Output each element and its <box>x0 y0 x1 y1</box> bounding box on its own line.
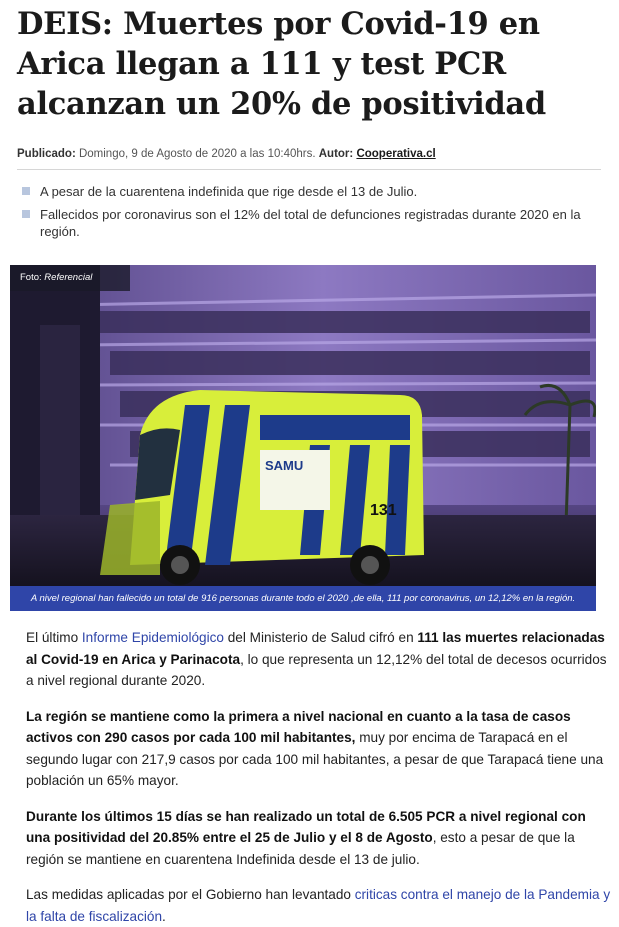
byline <box>17 146 607 162</box>
summary-item <box>22 183 592 200</box>
author-link[interactable]: Cooperativa.cl <box>356 148 436 160</box>
paragraph <box>26 706 611 792</box>
article-headline: DEIS: Muertes por Covid-19 en Arica llegan a 111 y test PCR alcanzan un 20% de positividad <box>17 6 546 122</box>
photo-credit <box>10 265 130 291</box>
publish-date: Domingo, 9 de Agosto de 2020 a las 10:40hrs. <box>75 148 319 160</box>
paragraph <box>26 806 611 871</box>
text-span: Las medidas aplicadas por el Gobierno han levantado <box>26 887 355 902</box>
article-figure <box>10 265 596 611</box>
ambulance-photo[interactable] <box>10 265 596 586</box>
article-body <box>26 627 611 927</box>
summary-item <box>22 206 592 240</box>
published-label: Publicado: <box>17 148 76 160</box>
text-span: , lo que representa un 12,12% del total de decesos ocurridos a nivel regional durante 2020. <box>26 651 607 688</box>
byline-divider <box>17 169 601 170</box>
bold-span: Durante los últimos 15 días se han realizado un total de 6.505 PCR a nivel regional con una positividad del 20.85% entre el 25 de Julio y el 8 de Agosto <box>26 808 586 845</box>
ambulance-number: 131 <box>370 502 397 519</box>
text-span: El último <box>26 630 82 645</box>
square-bullet-icon <box>22 210 30 218</box>
text-span: , esto a pesar de que la región se mantiene en cuarentena Indefinida desde el 13 de julio. <box>26 830 575 867</box>
report-link[interactable]: Informe Epidemiológico <box>81 630 224 645</box>
summary-text: A pesar de la cuarentena indefinida que rige desde el 13 de Julio. <box>40 184 418 199</box>
bold-span: 111 las muertes relacionadas al Covid-19 en Arica y Parinacota <box>26 630 605 667</box>
text-span: . <box>162 908 166 924</box>
credit-label: Foto: <box>20 272 45 283</box>
summary-list <box>22 183 592 246</box>
photo-caption: A nivel regional han fallecido un total de 916 personas durante todo el 2020 ,de ella, 111 por coronavirus, un 12,12% en la región. <box>10 586 596 611</box>
paragraph <box>26 884 611 927</box>
summary-text: Fallecidos por coronavirus son el 12% del total de defunciones registradas durante 2020 en la región. <box>40 207 581 239</box>
text-span: muy por encima de Tarapacá en el segundo lugar con 217,9 casos por cada 100 mil habitantes, a pesar de que Tarapacá tiene una población un 65% mayor. <box>26 730 604 788</box>
text-span: del Ministerio de Salud cifró en <box>223 630 418 645</box>
author-label: Autor: <box>318 148 354 160</box>
square-bullet-icon <box>22 187 30 195</box>
credit-value: Referencial <box>44 272 93 283</box>
ambulance-label: SAMU <box>265 458 304 473</box>
criticism-link[interactable]: criticas contra el manejo de la Pandemia y la falta de fiscalización <box>26 887 611 924</box>
paragraph <box>26 627 611 692</box>
bold-span: La región se mantiene como la primera a nivel nacional en cuanto a la tasa de casos activos con 290 casos por cada 100 mil habitantes, <box>26 708 571 745</box>
